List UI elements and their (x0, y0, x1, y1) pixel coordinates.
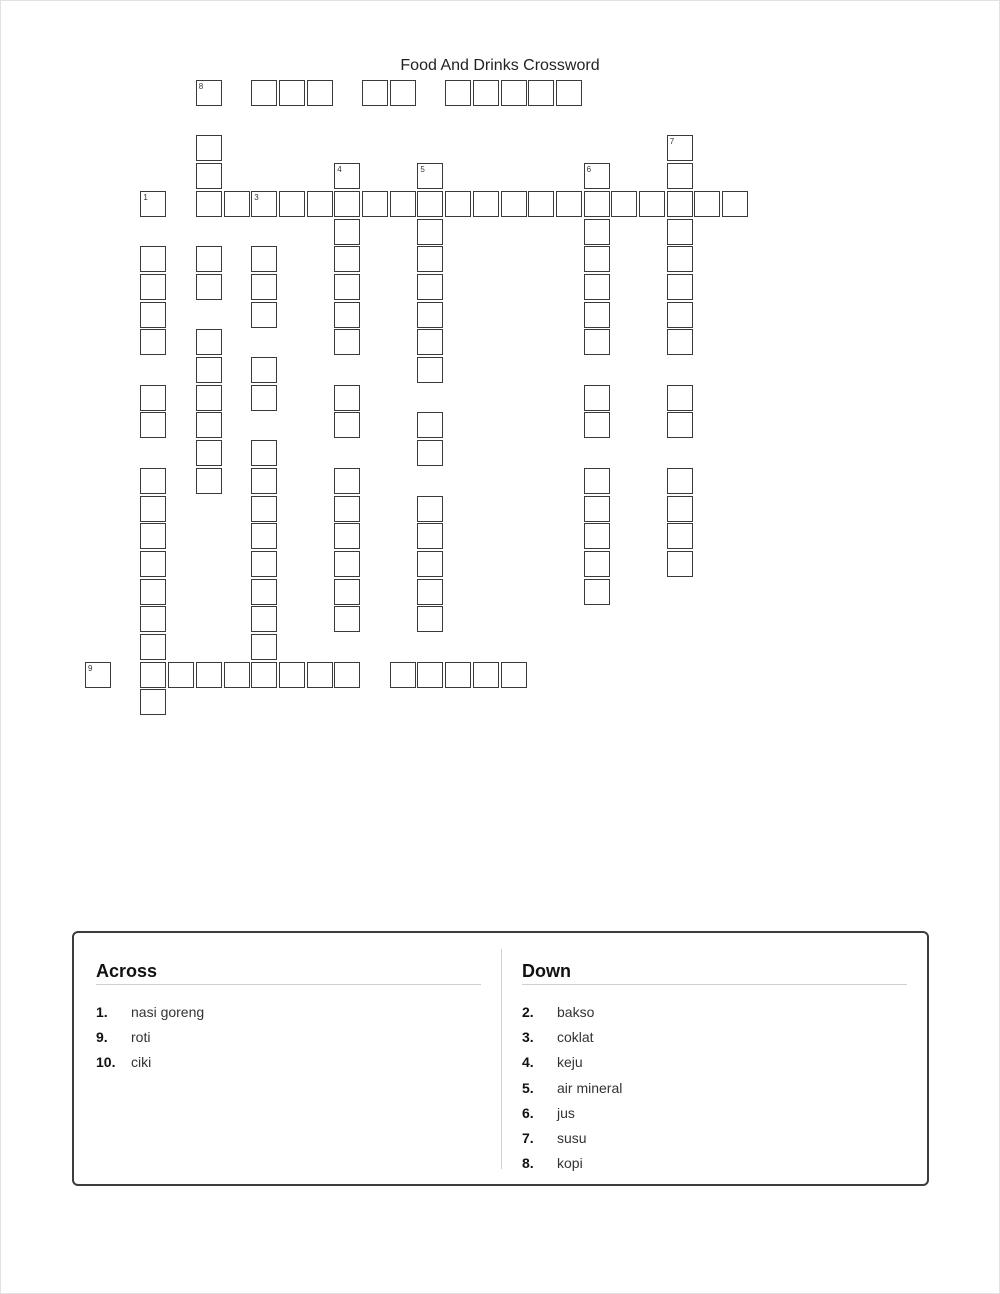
crossword-cell[interactable] (417, 579, 443, 605)
crossword-cell[interactable] (473, 662, 499, 688)
crossword-cell[interactable] (667, 329, 693, 355)
clue-number: 10. (96, 1054, 116, 1071)
crossword-cell[interactable] (196, 246, 222, 272)
clue-text: air mineral (557, 1079, 623, 1096)
down-column (522, 961, 907, 1176)
crossword-cell[interactable] (611, 191, 637, 217)
clue-item (522, 1024, 907, 1049)
cell-number: 4 (337, 165, 342, 175)
crossword-cell[interactable] (417, 191, 443, 217)
crossword-cell[interactable] (501, 80, 527, 106)
crossword-cell[interactable] (251, 357, 277, 383)
crossword-cell[interactable] (556, 80, 582, 106)
clue-text: jus (557, 1104, 575, 1121)
crossword-cell[interactable] (168, 662, 194, 688)
crossword-cell[interactable] (334, 219, 360, 245)
crossword-cell[interactable] (445, 662, 471, 688)
crossword-cell[interactable] (334, 606, 360, 632)
crossword-cell[interactable] (417, 412, 443, 438)
crossword-cell[interactable] (584, 523, 610, 549)
clue-number: 7. (522, 1130, 534, 1147)
cell-number: 6 (586, 165, 592, 175)
crossword-cell[interactable] (445, 80, 471, 106)
clue-item (522, 1050, 907, 1075)
crossword-cell[interactable] (196, 163, 222, 189)
crossword-cell[interactable] (584, 579, 610, 605)
crossword-cell[interactable] (251, 606, 277, 632)
crossword-cell[interactable] (334, 551, 360, 577)
crossword-cell[interactable] (140, 662, 166, 688)
crossword-cell[interactable] (667, 246, 693, 272)
crossword-cell[interactable] (334, 496, 360, 522)
clue-number: 1. (96, 1003, 108, 1020)
crossword-cell[interactable] (334, 329, 360, 355)
crossword-cell[interactable] (417, 357, 443, 383)
clue-item (522, 1151, 907, 1176)
crossword-cell[interactable] (473, 80, 499, 106)
clue-item (96, 1024, 481, 1049)
crossword-cell[interactable] (584, 329, 610, 355)
crossword-cell[interactable] (417, 163, 443, 189)
crossword-cell[interactable] (251, 385, 277, 411)
crossword-cell[interactable] (251, 551, 277, 577)
crossword-cell[interactable] (334, 163, 360, 189)
crossword-cell[interactable] (501, 662, 527, 688)
cell-number: 7 (669, 137, 675, 147)
crossword-cell[interactable] (196, 135, 222, 161)
crossword-cell[interactable] (140, 496, 166, 522)
crossword-cell[interactable] (584, 274, 610, 300)
clue-item (96, 999, 481, 1024)
crossword-cell[interactable] (473, 191, 499, 217)
crossword-cell[interactable] (584, 246, 610, 272)
crossword-cell[interactable] (390, 662, 416, 688)
crossword-cell[interactable] (334, 412, 360, 438)
crossword-cell[interactable] (417, 274, 443, 300)
crossword-cell[interactable] (667, 523, 693, 549)
crossword-cell[interactable] (196, 440, 222, 466)
clue-item (522, 999, 907, 1024)
crossword-cell[interactable] (667, 163, 693, 189)
crossword-cell[interactable] (196, 274, 222, 300)
crossword-cell[interactable] (251, 80, 277, 106)
crossword-cell[interactable] (307, 191, 333, 217)
clue-number: 6. (522, 1104, 534, 1121)
crossword-cell[interactable] (528, 191, 554, 217)
crossword-cell[interactable] (445, 191, 471, 217)
crossword-cell[interactable] (722, 191, 748, 217)
crossword-cell[interactable] (196, 662, 222, 688)
crossword-cell[interactable] (584, 302, 610, 328)
crossword-cell[interactable] (251, 440, 277, 466)
clue-text: kopi (557, 1155, 583, 1172)
across-column (96, 961, 481, 1075)
crossword-cell[interactable] (140, 329, 166, 355)
crossword-cell[interactable] (251, 496, 277, 522)
crossword-cell[interactable] (140, 191, 166, 217)
crossword-cell[interactable] (196, 329, 222, 355)
column-divider (501, 949, 502, 1169)
cell-number: 5 (420, 165, 425, 175)
crossword-cell[interactable] (667, 468, 693, 494)
crossword-cell[interactable] (334, 274, 360, 300)
crossword-cell[interactable] (639, 191, 665, 217)
down-heading: Down (522, 961, 907, 985)
crossword-cell[interactable] (417, 219, 443, 245)
crossword-cell[interactable] (140, 606, 166, 632)
crossword-cell[interactable] (251, 523, 277, 549)
crossword-cell[interactable] (334, 302, 360, 328)
crossword-cell[interactable] (251, 274, 277, 300)
crossword-cell[interactable] (417, 496, 443, 522)
crossword-cell[interactable] (584, 163, 610, 189)
crossword-cell[interactable] (307, 80, 333, 106)
crossword-cell[interactable] (667, 385, 693, 411)
clue-text: susu (557, 1130, 587, 1147)
crossword-cell[interactable] (140, 689, 166, 715)
crossword-cell[interactable] (417, 551, 443, 577)
crossword-cell[interactable] (584, 551, 610, 577)
clue-item (522, 1125, 907, 1150)
clue-text: coklat (557, 1028, 594, 1045)
crossword-cell[interactable] (501, 191, 527, 217)
crossword-cell[interactable] (251, 468, 277, 494)
crossword-cell[interactable] (667, 302, 693, 328)
cell-number: 1 (143, 192, 148, 202)
crossword-cell[interactable] (251, 191, 277, 217)
crossword-cell[interactable] (362, 191, 388, 217)
cell-number: 8 (198, 82, 204, 91)
crossword-cell[interactable] (307, 662, 333, 688)
clue-text: roti (131, 1028, 151, 1045)
crossword-cell[interactable] (390, 80, 416, 106)
crossword-cell[interactable] (584, 468, 610, 494)
crossword-cell[interactable] (140, 468, 166, 494)
crossword-cell[interactable] (334, 385, 360, 411)
clue-text: keju (557, 1054, 583, 1071)
crossword-cell[interactable] (334, 579, 360, 605)
crossword-cell[interactable] (251, 662, 277, 688)
crossword-cell[interactable] (196, 385, 222, 411)
crossword-cell[interactable] (334, 191, 360, 217)
crossword-cell[interactable] (334, 246, 360, 272)
crossword-cell[interactable] (667, 219, 693, 245)
crossword-cell[interactable] (279, 80, 305, 106)
crossword-cell[interactable] (140, 385, 166, 411)
crossword-cell[interactable] (140, 551, 166, 577)
crossword-cell[interactable] (140, 302, 166, 328)
crossword-cell[interactable] (667, 191, 693, 217)
crossword-cell[interactable] (417, 662, 443, 688)
crossword-cell[interactable] (667, 412, 693, 438)
crossword-cell[interactable] (85, 662, 111, 688)
clue-number: 2. (522, 1003, 534, 1020)
crossword-cell[interactable] (584, 496, 610, 522)
page-title: Food And Drinks Crossword (400, 57, 600, 74)
clue-item (522, 1075, 907, 1100)
crossword-cell[interactable] (196, 191, 222, 217)
clue-number: 4. (522, 1054, 534, 1071)
clue-text: bakso (557, 1003, 595, 1020)
crossword-cell[interactable] (334, 662, 360, 688)
clue-text: ciki (131, 1054, 152, 1071)
crossword-cell[interactable] (251, 246, 277, 272)
crossword-cell[interactable] (251, 634, 277, 660)
clues-box (72, 931, 929, 1186)
crossword-cell[interactable] (334, 468, 360, 494)
crossword-cell[interactable] (251, 302, 277, 328)
crossword-cell[interactable] (667, 274, 693, 300)
crossword-cell[interactable] (224, 662, 250, 688)
across-clue-list (96, 999, 481, 1075)
clue-number: 9. (96, 1028, 108, 1045)
crossword-cell[interactable] (417, 329, 443, 355)
crossword-cell[interactable] (279, 191, 305, 217)
crossword-cell[interactable] (279, 662, 305, 688)
crossword-cell[interactable] (556, 191, 582, 217)
crossword-cell[interactable] (140, 579, 166, 605)
down-clue-list (522, 999, 907, 1176)
crossword-cell[interactable] (667, 135, 693, 161)
cell-number: 9 (88, 663, 93, 673)
crossword-cell[interactable] (417, 606, 443, 632)
crossword-cell[interactable] (694, 191, 720, 217)
crossword-cell[interactable] (528, 80, 554, 106)
clue-number: 3. (522, 1028, 534, 1045)
crossword-cell[interactable] (584, 219, 610, 245)
clue-item (96, 1050, 481, 1075)
crossword-cell[interactable] (140, 246, 166, 272)
clue-item (522, 1100, 907, 1125)
crossword-cell[interactable] (196, 80, 222, 106)
crossword-cell[interactable] (140, 634, 166, 660)
crossword-cell[interactable] (584, 385, 610, 411)
clue-number: 8. (522, 1155, 534, 1172)
crossword-cell[interactable] (584, 412, 610, 438)
crossword-cell[interactable] (334, 523, 360, 549)
crossword-cell[interactable] (667, 551, 693, 577)
crossword-cell[interactable] (417, 523, 443, 549)
across-heading: Across (96, 961, 481, 985)
crossword-cell[interactable] (417, 246, 443, 272)
crossword-cell[interactable] (417, 302, 443, 328)
crossword-cell[interactable] (140, 523, 166, 549)
crossword-cell[interactable] (196, 412, 222, 438)
clue-number: 5. (522, 1079, 534, 1096)
crossword-cell[interactable] (251, 579, 277, 605)
clue-text: nasi goreng (131, 1003, 205, 1020)
crossword-cell[interactable] (667, 496, 693, 522)
crossword-cell[interactable] (417, 440, 443, 466)
crossword-cell[interactable] (584, 191, 610, 217)
crossword-cell[interactable] (224, 191, 250, 217)
crossword-cell[interactable] (390, 191, 416, 217)
crossword-cell[interactable] (140, 274, 166, 300)
crossword-cell[interactable] (140, 412, 166, 438)
cell-number: 3 (254, 192, 259, 202)
crossword-cell[interactable] (196, 357, 222, 383)
crossword-cell[interactable] (362, 80, 388, 106)
crossword-cell[interactable] (196, 468, 222, 494)
